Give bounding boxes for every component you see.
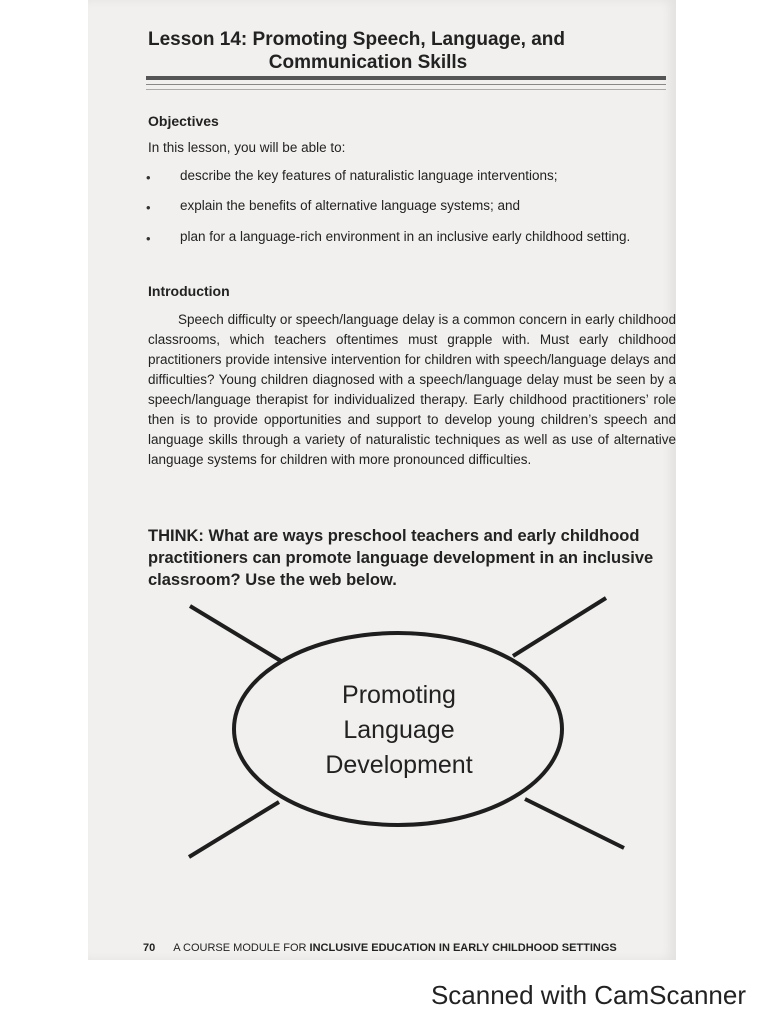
think-prompt: THINK: What are ways preschool teachers and early childhood practitioners can promote language development in an inclusive classroom? Use the web below. xyxy=(148,527,654,589)
lesson-title-line1: Lesson 14: Promoting Speech, Language, and xyxy=(148,29,566,50)
lesson-title-line2: Communication Skills xyxy=(268,52,468,73)
camscanner-watermark: Scanned with CamScanner xyxy=(430,980,746,1010)
bullet: • xyxy=(146,200,151,215)
footer-prefix: A COURSE MODULE FOR xyxy=(173,942,310,954)
introduction-body: Speech difficulty or speech/language delay is a common concern in early childhood classrooms, which teachers oftentimes must grapple with. Must early childhood practitioners provide intensive intervention for children with speech/language delays and difficulties? Young children diagnosed with a speech/language delay must be seen by a speech/language therapist for individualized therapy. Early childhood practitioners’ role then is to provide opportunities and support to develop young children’s speech and language skills through a variety of naturalistic techniques as well as use of alternative language systems for children with more pronounced difficulties. xyxy=(148,312,676,467)
objective-item: describe the key features of naturalistic language interventions; xyxy=(180,168,558,183)
web-spoke xyxy=(525,799,624,848)
bullet: • xyxy=(146,170,151,185)
introduction-heading: Introduction xyxy=(148,283,230,299)
objective-item: explain the benefits of alternative language systems; and xyxy=(180,198,520,213)
page-footer xyxy=(143,942,623,954)
web-center-line: Language xyxy=(343,716,455,744)
web-spoke xyxy=(513,598,606,656)
page-number: 70 xyxy=(143,942,156,954)
footer-course-title: INCLUSIVE EDUCATION IN EARLY CHILDHOOD SETTINGS xyxy=(309,942,617,954)
web-spoke xyxy=(189,802,279,857)
web-center-line: Development xyxy=(325,751,473,779)
objectives-heading: Objectives xyxy=(148,113,219,129)
bullet: • xyxy=(146,231,151,246)
web-spoke xyxy=(190,606,281,661)
objectives-lead: In this lesson, you will be able to: xyxy=(148,140,346,155)
web-center-line: Promoting xyxy=(342,681,456,709)
objective-item: plan for a language-rich environment in an inclusive early childhood setting. xyxy=(180,229,631,244)
web-center-label xyxy=(304,678,494,783)
